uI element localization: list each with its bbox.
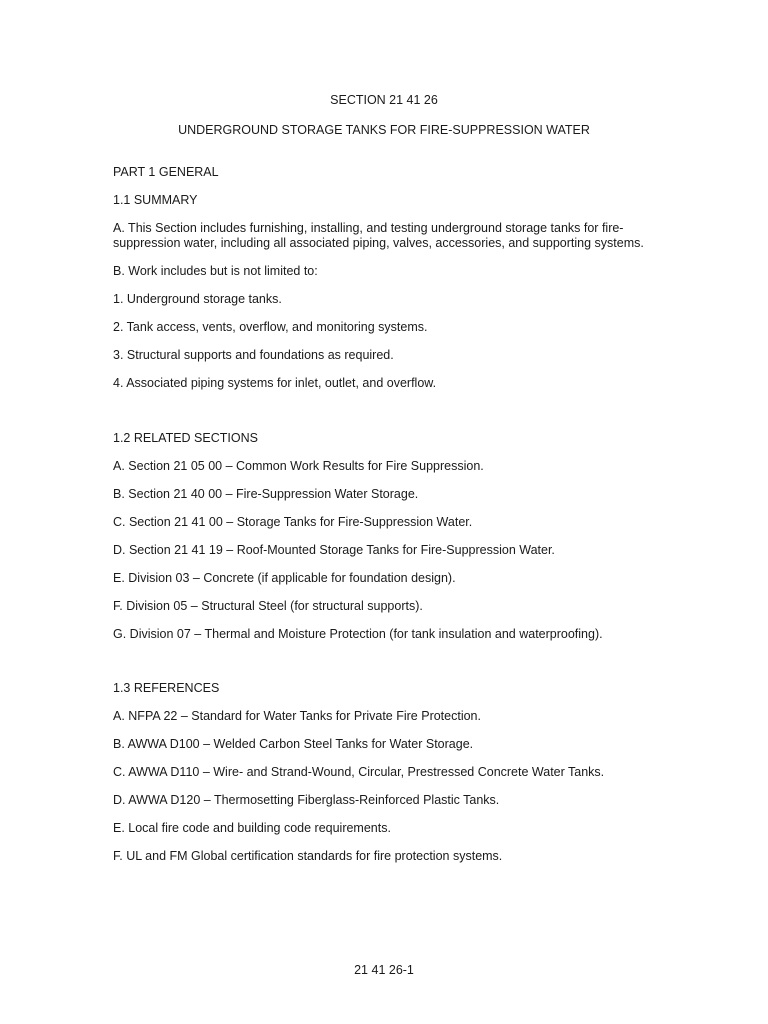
- section-number: SECTION 21 41 26: [330, 93, 438, 107]
- summary-paragraph-a: A. This Section includes furnishing, installing, and testing underground storage tanks for fire-suppression water, including all associated piping, valves, accessories, and supporting systems.: [113, 221, 644, 250]
- related-section-item: G. Division 07 – Thermal and Moisture Protection (for tank insulation and waterproofing).: [113, 627, 603, 641]
- related-section-item: A. Section 21 05 00 – Common Work Results for Fire Suppression.: [113, 459, 484, 473]
- related-section-item: F. Division 05 – Structural Steel (for structural supports).: [113, 599, 423, 613]
- related-section-item: E. Division 03 – Concrete (if applicable for foundation design).: [113, 571, 456, 585]
- section-title: UNDERGROUND STORAGE TANKS FOR FIRE-SUPPRESSION WATER: [178, 123, 590, 137]
- part-heading: PART 1 GENERAL: [113, 165, 219, 179]
- reference-item: E. Local fire code and building code requirements.: [113, 821, 391, 835]
- related-section-item: C. Section 21 41 00 – Storage Tanks for Fire-Suppression Water.: [113, 515, 473, 529]
- reference-item: A. NFPA 22 – Standard for Water Tanks for Private Fire Protection.: [113, 709, 481, 723]
- summary-item: 3. Structural supports and foundations as required.: [113, 348, 394, 362]
- summary-heading: 1.1 SUMMARY: [113, 193, 198, 207]
- related-section-item: B. Section 21 40 00 – Fire-Suppression Water Storage.: [113, 487, 419, 501]
- summary-item: 4. Associated piping systems for inlet, outlet, and overflow.: [113, 376, 437, 390]
- summary-item: 1. Underground storage tanks.: [113, 292, 282, 306]
- summary-item: 2. Tank access, vents, overflow, and monitoring systems.: [113, 320, 428, 334]
- related-section-item: D. Section 21 41 19 – Roof-Mounted Storage Tanks for Fire-Suppression Water.: [113, 543, 555, 557]
- page-number: 21 41 26-1: [354, 963, 414, 977]
- reference-item: B. AWWA D100 – Welded Carbon Steel Tanks for Water Storage.: [113, 737, 474, 751]
- reference-item: D. AWWA D120 – Thermosetting Fiberglass-Reinforced Plastic Tanks.: [113, 793, 500, 807]
- references-heading: 1.3 REFERENCES: [113, 681, 220, 695]
- reference-item: F. UL and FM Global certification standards for fire protection systems.: [113, 849, 503, 863]
- summary-paragraph-b: B. Work includes but is not limited to:: [113, 264, 318, 278]
- related-sections-heading: 1.2 RELATED SECTIONS: [113, 431, 258, 445]
- reference-item: C. AWWA D110 – Wire- and Strand-Wound, Circular, Prestressed Concrete Water Tanks.: [113, 765, 605, 779]
